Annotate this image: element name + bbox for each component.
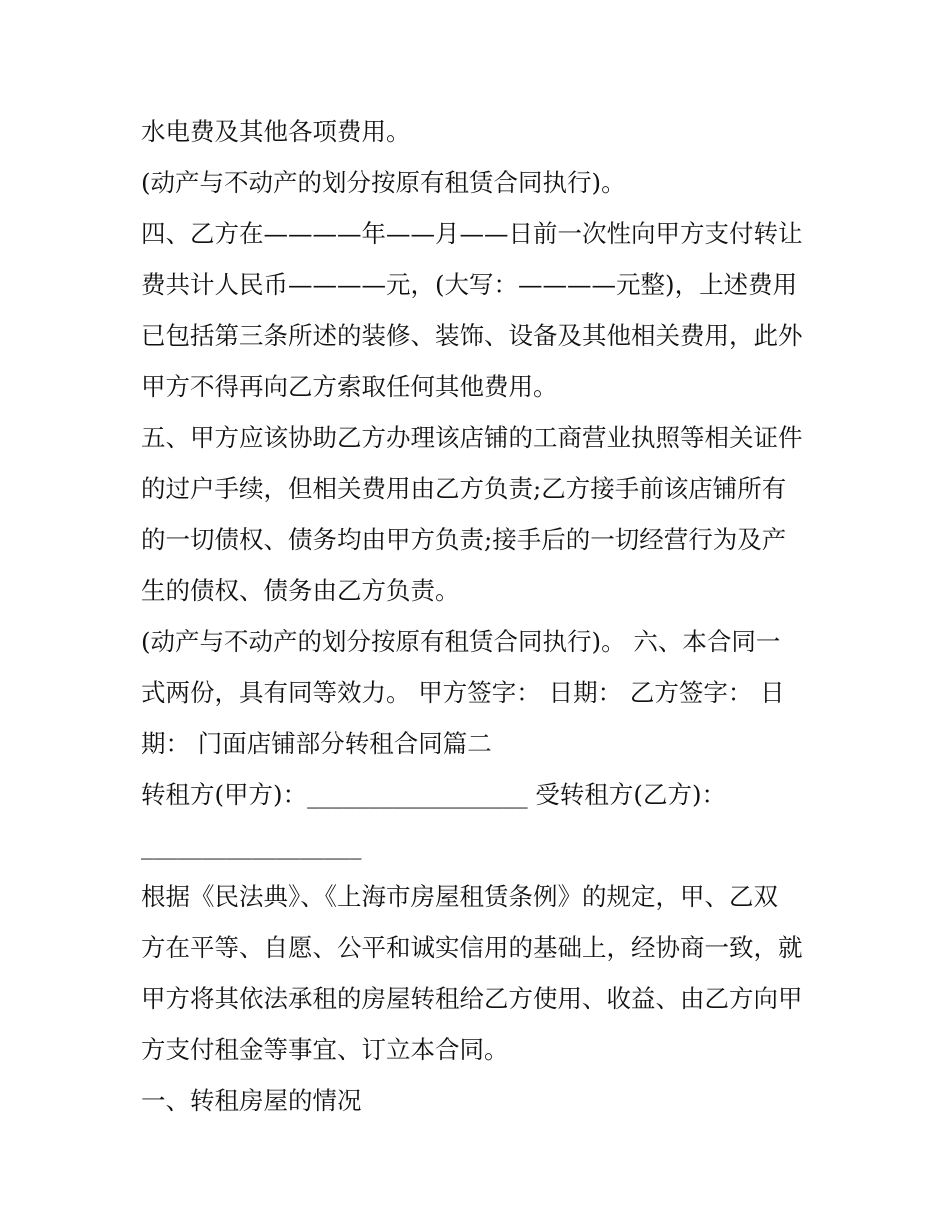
text-line: 费共计人民币————元，(大写：————元整)，上述费用: [141, 270, 798, 299]
text-line: __________________: [141, 831, 362, 860]
text-line: 的过户手续，但相关费用由乙方负责;乙方接手前该店铺所有: [141, 474, 787, 503]
text-line: (动产与不动产的划分按原有租赁合同执行)。 六、本合同一: [141, 627, 781, 656]
text-line: 方支付租金等事宜、订立本合同。: [141, 1035, 509, 1064]
text-line: 根据《民法典》、《上海市房屋租赁条例》的规定，甲、乙双: [141, 882, 778, 911]
text-line: 四、乙方在————年——月——日前一次性向甲方支付转让: [141, 219, 803, 248]
text-line: (动产与不动产的划分按原有租赁合同执行)。: [141, 168, 626, 197]
document-body: [141, 106, 821, 1126]
text-line: 方在平等、自愿、公平和诚实信用的基础上，经协商一致，就: [141, 933, 803, 962]
text-line: 式两份，具有同等效力。 甲方签字： 日期： 乙方签字： 日: [141, 678, 785, 707]
text-line: 转租方(甲方)：__________________ 受转租方(乙方)：: [141, 780, 727, 809]
text-line: 五、甲方应该协助乙方办理该店铺的工商营业执照等相关证件: [141, 423, 803, 452]
text-line: 甲方不得再向乙方索取任何其他费用。: [141, 372, 558, 401]
text-line: 已包括第三条所述的装修、装饰、设备及其他相关费用，此外: [141, 321, 803, 350]
text-line: 的一切债权、债务均由甲方负责;接手后的一切经营行为及产: [141, 525, 787, 554]
text-line: 生的债权、债务由乙方负责。: [141, 576, 460, 605]
text-line: 一、转租房屋的情况: [141, 1086, 362, 1115]
text-line: 甲方将其依法承租的房屋转租给乙方使用、收益、由乙方向甲: [141, 984, 803, 1013]
text-line: 水电费及其他各项费用。: [141, 117, 411, 146]
text-line: 期： 门面店铺部分转租合同篇二: [141, 729, 492, 758]
